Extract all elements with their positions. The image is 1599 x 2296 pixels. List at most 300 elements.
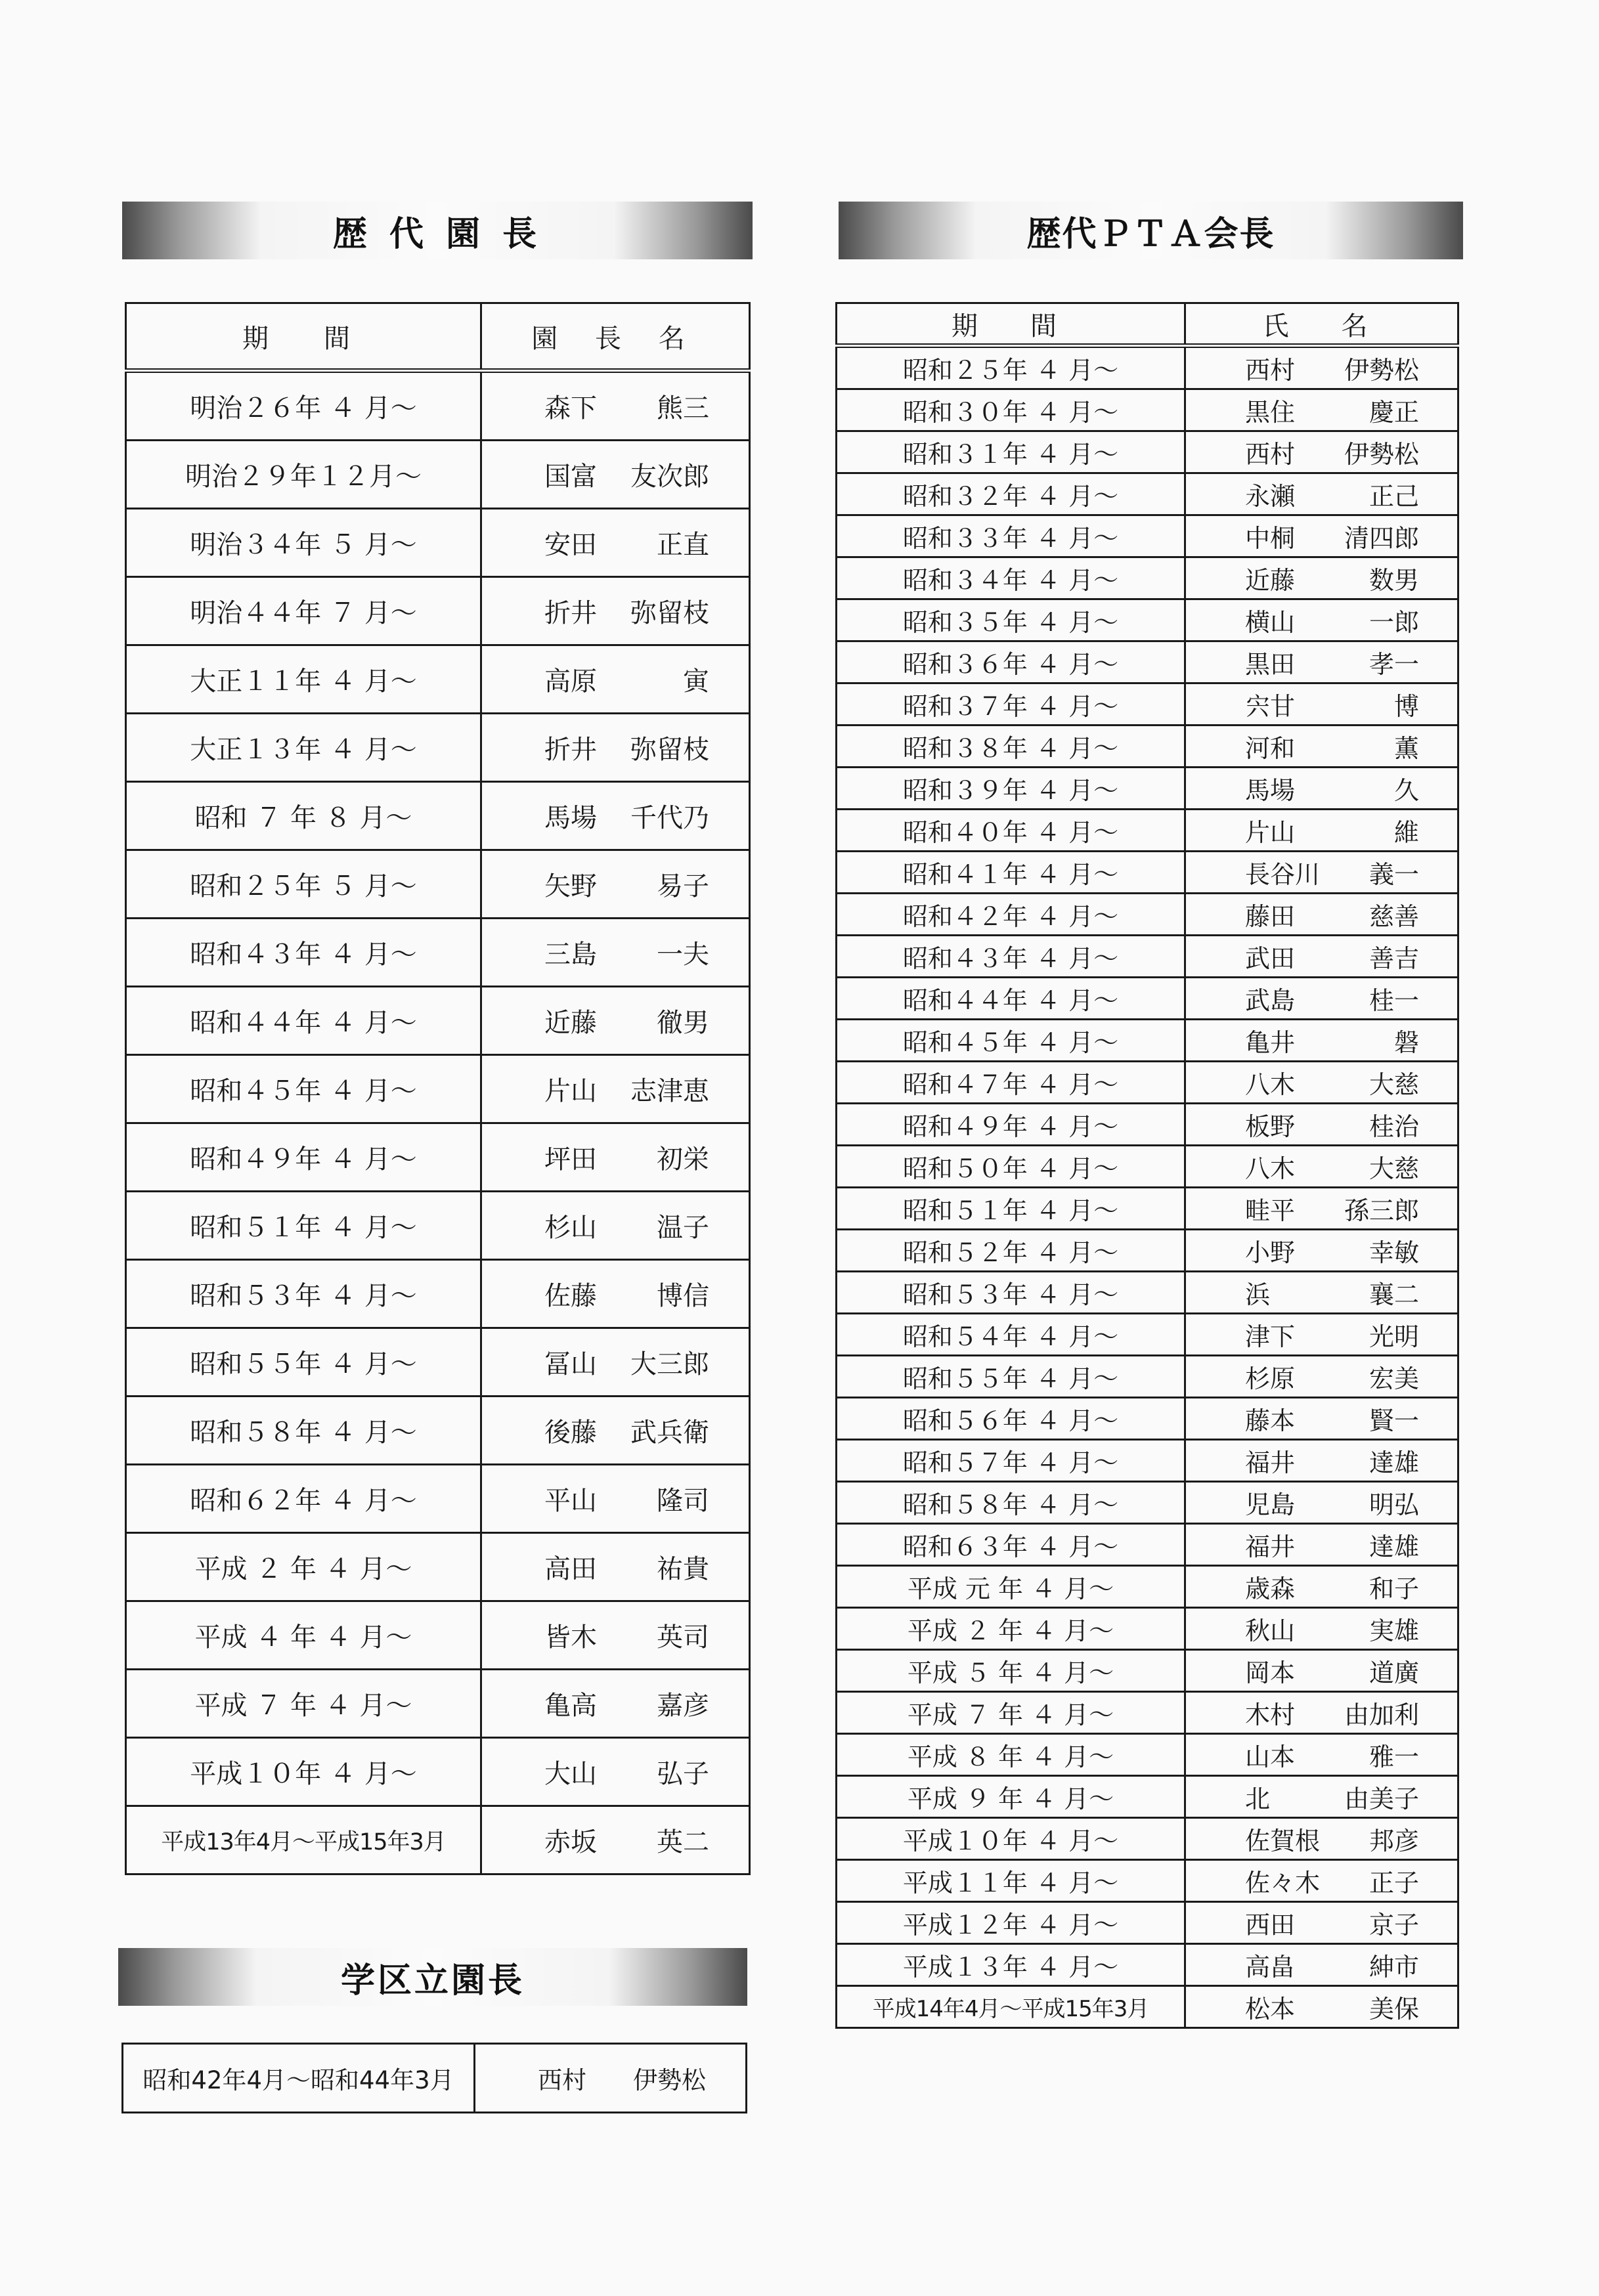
- period-cell: 平成 ９ 年 ４ 月～: [837, 1776, 1185, 1818]
- surname: 佐藤: [544, 1281, 597, 1311]
- name-cell: [1185, 1776, 1458, 1818]
- name-wrap: [1245, 1064, 1419, 1100]
- surname: 皆木: [544, 1622, 597, 1653]
- name-wrap: [544, 1138, 709, 1176]
- name-wrap: [1245, 770, 1419, 806]
- given-name: 弥留枝: [630, 598, 709, 628]
- name-cell: [481, 509, 750, 577]
- name-wrap: [1245, 434, 1419, 470]
- name-cell: [1185, 1566, 1458, 1608]
- name-wrap: [1245, 1905, 1419, 1941]
- table-row: [837, 1482, 1458, 1524]
- district-title-banner: [118, 1948, 747, 2006]
- surname: 八木: [1245, 1154, 1296, 1183]
- surname: 平山: [544, 1486, 597, 1516]
- given-name: 弘子: [657, 1759, 709, 1789]
- given-name: 正己: [1369, 482, 1419, 511]
- name-wrap: [544, 1753, 709, 1790]
- name-cell: [1185, 768, 1458, 810]
- name-wrap: [1245, 1527, 1419, 1563]
- surname: 近藤: [1245, 566, 1296, 595]
- name-wrap: [544, 1821, 709, 1859]
- name-wrap: [544, 661, 709, 698]
- name-cell: [1185, 894, 1458, 936]
- name-cell: [1185, 1818, 1458, 1860]
- surname: 馬場: [544, 803, 597, 833]
- table-row: [126, 1465, 750, 1533]
- name-wrap: [1245, 1484, 1419, 1521]
- principals-body: [126, 371, 750, 1874]
- name-wrap: [1245, 1358, 1419, 1395]
- name-wrap: [544, 1480, 709, 1517]
- period-cell: 明治２９年１２月～: [126, 441, 481, 509]
- surname: 黒住: [1245, 398, 1296, 427]
- period-cell: 昭和５８年 ４ 月～: [126, 1397, 481, 1465]
- table-row: [837, 641, 1458, 683]
- name-wrap: [1245, 1569, 1419, 1605]
- given-name: 由美子: [1344, 1785, 1419, 1813]
- period-cell: 平成 ８ 年 ４ 月～: [837, 1734, 1185, 1776]
- surname: 矢野: [544, 871, 597, 901]
- period-cell: 昭和３０年 ４ 月～: [837, 389, 1185, 431]
- period-cell: 昭和５７年 ４ 月～: [837, 1440, 1185, 1482]
- given-name: 達雄: [1369, 1532, 1419, 1561]
- given-name: 初栄: [657, 1144, 709, 1175]
- name-cell: [1185, 1356, 1458, 1398]
- table-row: [126, 987, 750, 1055]
- table-row: [837, 810, 1458, 852]
- name-cell: [1185, 599, 1458, 641]
- name-wrap: [1245, 644, 1419, 680]
- surname: 武田: [1245, 944, 1296, 973]
- surname: 歳森: [1245, 1574, 1296, 1603]
- table-row: [837, 1230, 1458, 1272]
- table-row: [126, 1397, 750, 1465]
- period-cell: 昭和３１年 ４ 月～: [837, 431, 1185, 473]
- period-cell: 昭和５５年 ４ 月～: [126, 1328, 481, 1397]
- name-wrap: [544, 729, 709, 766]
- name-wrap: [544, 1207, 709, 1244]
- period-cell: 平成 ４ 年 ４ 月～: [126, 1601, 481, 1670]
- name-wrap: [1245, 1737, 1419, 1773]
- surname: 高原: [544, 666, 597, 697]
- name-cell: [1185, 515, 1458, 557]
- given-name: 桂一: [1369, 986, 1419, 1015]
- name-cell: [1185, 1020, 1458, 1062]
- surname: 松本: [1245, 1995, 1296, 2024]
- period-cell: 大正１１年 ４ 月～: [126, 645, 481, 714]
- surname: 藤田: [1245, 902, 1296, 931]
- table-row: [837, 978, 1458, 1020]
- principals-title: 歴 代 園 長: [332, 214, 542, 254]
- name-cell: [1185, 852, 1458, 894]
- given-name: 桂治: [1369, 1112, 1419, 1141]
- name-cell: [481, 371, 750, 441]
- surname: 武島: [1245, 986, 1296, 1015]
- surname: 赤坂: [544, 1827, 597, 1857]
- name-wrap: [538, 2060, 706, 2096]
- district-title: 学区立園長: [340, 1960, 525, 2001]
- name-cell: [1185, 726, 1458, 768]
- period-cell: 明治２６年 ４ 月～: [126, 371, 481, 441]
- surname: 杉原: [1245, 1364, 1296, 1393]
- given-name: 寅: [683, 666, 709, 697]
- surname: 北: [1245, 1785, 1271, 1813]
- name-wrap: [1245, 1148, 1419, 1184]
- surname: 長谷川: [1245, 860, 1321, 889]
- name-wrap: [544, 797, 709, 834]
- name-wrap: [544, 1070, 709, 1108]
- given-name: 英司: [657, 1622, 709, 1653]
- period-cell: 平成 ７ 年 ４ 月～: [837, 1692, 1185, 1734]
- table-row: [126, 1055, 750, 1123]
- surname: 宍甘: [1245, 692, 1296, 721]
- surname: 秋山: [1245, 1616, 1296, 1645]
- name-cell: [481, 1738, 750, 1806]
- period-cell: 平成１０年 ４ 月～: [126, 1738, 481, 1806]
- surname: 福井: [1245, 1532, 1296, 1561]
- pta-title: 歴代ＰＴＡ会長: [1026, 214, 1275, 254]
- given-name: 祐貴: [657, 1554, 709, 1584]
- given-name: 一郎: [1369, 608, 1419, 637]
- period-cell: 平成１０年 ４ 月～: [837, 1818, 1185, 1860]
- surname: 大山: [544, 1759, 597, 1789]
- name-cell: [481, 1123, 750, 1192]
- given-name: 善吉: [1369, 944, 1419, 973]
- given-name: 孫三郎: [1344, 1196, 1419, 1225]
- period-cell: 大正１３年 ４ 月～: [126, 714, 481, 782]
- given-name: 正子: [1369, 1869, 1419, 1897]
- table-row: [126, 577, 750, 645]
- given-name: 由加利: [1344, 1700, 1419, 1729]
- surname: 西村: [1245, 356, 1296, 385]
- given-name: 襄二: [1369, 1280, 1419, 1309]
- name-cell: [1185, 936, 1458, 978]
- table-row: [837, 1146, 1458, 1188]
- name-cell: [1185, 810, 1458, 852]
- name-wrap: [1245, 1442, 1419, 1479]
- surname: 板野: [1245, 1112, 1296, 1141]
- name-wrap: [1245, 392, 1419, 428]
- name-wrap: [544, 1002, 709, 1039]
- period-cell: 昭和５１年 ４ 月～: [126, 1192, 481, 1260]
- given-name: 久: [1393, 776, 1419, 805]
- period-cell: 昭和42年4月～昭和44年3月: [123, 2044, 475, 2113]
- period-cell: 平成13年4月～平成15年3月: [126, 1806, 481, 1874]
- period-cell: 昭和４９年 ４ 月～: [126, 1123, 481, 1192]
- table-row: [126, 714, 750, 782]
- period-cell: 明治３４年 ５ 月～: [126, 509, 481, 577]
- name-cell: [1185, 1860, 1458, 1902]
- name-wrap: [544, 524, 709, 561]
- given-name: 弥留枝: [630, 735, 709, 765]
- name-cell: [481, 714, 750, 782]
- table-row: [837, 515, 1458, 557]
- name-cell: [1185, 683, 1458, 726]
- given-name: 一夫: [657, 940, 709, 970]
- surname: 坪田: [544, 1144, 597, 1175]
- name-wrap: [1245, 1106, 1419, 1142]
- table-row: [837, 1818, 1458, 1860]
- table-row: [837, 1692, 1458, 1734]
- table-row: [126, 1328, 750, 1397]
- period-cell: 昭和３７年 ４ 月～: [837, 683, 1185, 726]
- period-cell: 昭和４３年 ４ 月～: [126, 919, 481, 987]
- surname: 山本: [1245, 1743, 1296, 1771]
- table-row: [123, 2044, 747, 2113]
- table-row: [837, 1650, 1458, 1692]
- name-cell: [1185, 1902, 1458, 1944]
- given-name: 孝一: [1369, 650, 1419, 679]
- name-column-header: 園 長 名: [481, 303, 750, 371]
- period-cell: 昭和３２年 ４ 月～: [837, 473, 1185, 515]
- given-name: 慈善: [1369, 902, 1419, 931]
- surname: 西村: [538, 2066, 586, 2094]
- name-cell: [1185, 1986, 1458, 2028]
- table-row: [837, 1314, 1458, 1356]
- name-cell: [1185, 1230, 1458, 1272]
- surname: 岡本: [1245, 1658, 1296, 1687]
- surname: 児島: [1245, 1490, 1296, 1519]
- table-row: [837, 1734, 1458, 1776]
- name-wrap: [1245, 518, 1419, 554]
- given-name: 京子: [1369, 1911, 1419, 1939]
- given-name: 千代乃: [630, 803, 709, 833]
- given-name: 正直: [657, 530, 709, 560]
- name-cell: [481, 645, 750, 714]
- given-name: 友次郎: [630, 462, 709, 492]
- table-row: [837, 346, 1458, 389]
- surname: 横山: [1245, 608, 1296, 637]
- name-wrap: [1245, 980, 1419, 1016]
- surname: 片山: [1245, 818, 1296, 847]
- given-name: 大慈: [1369, 1154, 1419, 1183]
- given-name: 道廣: [1369, 1658, 1419, 1687]
- name-wrap: [1245, 896, 1419, 932]
- period-cell: 昭和４７年 ４ 月～: [837, 1062, 1185, 1104]
- table-row: [126, 782, 750, 850]
- given-name: 大三郎: [630, 1349, 709, 1379]
- table-row: [126, 850, 750, 919]
- given-name: 賢一: [1369, 1406, 1419, 1435]
- district-table: [121, 2043, 747, 2113]
- name-cell: [481, 577, 750, 645]
- name-cell: [1185, 1692, 1458, 1734]
- surname: 永瀬: [1245, 482, 1296, 511]
- pta-title-banner: [839, 202, 1463, 259]
- table-row: [837, 1608, 1458, 1650]
- surname: 佐賀根: [1245, 1827, 1321, 1855]
- surname: 亀井: [1245, 1028, 1296, 1057]
- surname: 三島: [544, 940, 597, 970]
- table-row: [837, 683, 1458, 726]
- table-row: [837, 852, 1458, 894]
- given-name: 義一: [1369, 860, 1419, 889]
- surname: 安田: [544, 530, 597, 560]
- pta-table: [835, 302, 1459, 2029]
- surname: 亀高: [544, 1691, 597, 1721]
- surname: 小野: [1245, 1238, 1296, 1267]
- surname: 畦平: [1245, 1196, 1296, 1225]
- name-cell: [481, 1260, 750, 1328]
- given-name: 博: [1393, 692, 1419, 721]
- name-cell: [475, 2044, 747, 2113]
- given-name: 伊勢松: [1344, 356, 1419, 385]
- surname: 河和: [1245, 734, 1296, 763]
- given-name: 明弘: [1369, 1490, 1419, 1519]
- given-name: 雅一: [1369, 1743, 1419, 1771]
- period-cell: 平成 ５ 年 ４ 月～: [837, 1650, 1185, 1692]
- table-row: [126, 1123, 750, 1192]
- given-name: 邦彦: [1369, 1827, 1419, 1855]
- surname: 片山: [544, 1076, 597, 1106]
- table-row: [126, 1738, 750, 1806]
- table-row: [837, 1356, 1458, 1398]
- period-cell: 昭和５０年 ４ 月～: [837, 1146, 1185, 1188]
- table-row: [126, 645, 750, 714]
- name-wrap: [1245, 1611, 1419, 1647]
- given-name: 和子: [1369, 1574, 1419, 1603]
- table-row: [126, 1260, 750, 1328]
- table-row: [837, 473, 1458, 515]
- table-row: [837, 1440, 1458, 1482]
- name-wrap: [1245, 938, 1419, 974]
- name-cell: [1185, 1104, 1458, 1146]
- period-cell: 昭和２５年 ４ 月～: [837, 346, 1185, 389]
- table-row: [126, 1670, 750, 1738]
- name-cell: [481, 987, 750, 1055]
- period-cell: 昭和５３年 ４ 月～: [126, 1260, 481, 1328]
- given-name: 幸敏: [1369, 1238, 1419, 1267]
- period-cell: 昭和５４年 ４ 月～: [837, 1314, 1185, 1356]
- table-row: [126, 1533, 750, 1601]
- name-wrap: [544, 865, 709, 903]
- surname: 佐々木: [1245, 1869, 1321, 1897]
- surname: 西田: [1245, 1911, 1296, 1939]
- name-cell: [1185, 1440, 1458, 1482]
- period-cell: 平成14年4月～平成15年3月: [837, 1986, 1185, 2028]
- name-wrap: [1245, 476, 1419, 512]
- name-wrap: [1245, 1022, 1419, 1058]
- period-column-header: 期 間: [126, 303, 481, 371]
- period-cell: 昭和３５年 ４ 月～: [837, 599, 1185, 641]
- name-cell: [1185, 1146, 1458, 1188]
- name-cell: [1185, 1608, 1458, 1650]
- period-cell: 明治４４年 ７ 月～: [126, 577, 481, 645]
- principals-header-row: [126, 303, 750, 371]
- name-cell: [481, 782, 750, 850]
- given-name: 紳市: [1369, 1953, 1419, 1982]
- period-cell: 平成 ２ 年 ４ 月～: [837, 1608, 1185, 1650]
- table-row: [837, 726, 1458, 768]
- period-cell: 昭和４４年 ４ 月～: [837, 978, 1185, 1020]
- name-wrap: [1245, 1821, 1419, 1857]
- name-cell: [1185, 1398, 1458, 1440]
- name-wrap: [1245, 1779, 1419, 1815]
- given-name: 隆司: [657, 1486, 709, 1516]
- table-row: [837, 1062, 1458, 1104]
- given-name: 易子: [657, 871, 709, 901]
- table-row: [126, 1806, 750, 1874]
- surname: 折井: [544, 735, 597, 765]
- period-cell: 昭和６２年 ４ 月～: [126, 1465, 481, 1533]
- period-cell: 昭和 ７ 年 ８ 月～: [126, 782, 481, 850]
- period-cell: 昭和４５年 ４ 月～: [837, 1020, 1185, 1062]
- name-wrap: [1245, 1316, 1419, 1353]
- table-row: [837, 1020, 1458, 1062]
- period-cell: 昭和３９年 ４ 月～: [837, 768, 1185, 810]
- table-row: [837, 1104, 1458, 1146]
- table-row: [837, 1566, 1458, 1608]
- principals-table: [125, 302, 751, 1875]
- surname: 森下: [544, 393, 597, 423]
- name-cell: [1185, 1272, 1458, 1314]
- surname: 後藤: [544, 1418, 597, 1448]
- name-cell: [481, 1806, 750, 1874]
- table-row: [126, 441, 750, 509]
- name-wrap: [1245, 686, 1419, 722]
- table-row: [837, 431, 1458, 473]
- name-cell: [481, 1328, 750, 1397]
- period-cell: 昭和２５年 ５ 月～: [126, 850, 481, 919]
- surname: 高田: [544, 1554, 597, 1584]
- name-wrap: [544, 1275, 709, 1312]
- period-cell: 昭和５５年 ４ 月～: [837, 1356, 1185, 1398]
- period-cell: 昭和４０年 ４ 月～: [837, 810, 1185, 852]
- name-cell: [481, 1670, 750, 1738]
- name-column-header: 氏 名: [1185, 303, 1458, 346]
- name-wrap: [1245, 560, 1419, 596]
- given-name: 光明: [1369, 1322, 1419, 1351]
- period-cell: 平成１３年 ４ 月～: [837, 1944, 1185, 1986]
- period-cell: 昭和４１年 ４ 月～: [837, 852, 1185, 894]
- name-wrap: [544, 592, 709, 630]
- surname: 冨山: [544, 1349, 597, 1379]
- name-wrap: [1245, 1190, 1419, 1226]
- table-row: [837, 599, 1458, 641]
- name-cell: [1185, 978, 1458, 1020]
- pta-header-row: [837, 303, 1458, 346]
- table-row: [126, 371, 750, 441]
- name-cell: [1185, 1524, 1458, 1566]
- period-cell: 昭和４３年 ４ 月～: [837, 936, 1185, 978]
- name-cell: [1185, 1062, 1458, 1104]
- table-row: [126, 509, 750, 577]
- name-cell: [481, 441, 750, 509]
- name-wrap: [1245, 1400, 1419, 1437]
- name-wrap: [1245, 1695, 1419, 1731]
- name-wrap: [1245, 1947, 1419, 1983]
- name-cell: [481, 1465, 750, 1533]
- name-cell: [1185, 1314, 1458, 1356]
- table-row: [837, 768, 1458, 810]
- period-cell: 昭和３６年 ４ 月～: [837, 641, 1185, 683]
- surname: 浜: [1245, 1280, 1271, 1309]
- period-cell: 昭和５３年 ４ 月～: [837, 1272, 1185, 1314]
- name-cell: [1185, 1482, 1458, 1524]
- name-cell: [481, 1055, 750, 1123]
- name-wrap: [1245, 602, 1419, 638]
- given-name: 熊三: [657, 393, 709, 423]
- name-wrap: [544, 934, 709, 971]
- period-cell: 昭和３４年 ４ 月～: [837, 557, 1185, 599]
- name-cell: [1185, 1650, 1458, 1692]
- period-cell: 昭和４９年 ４ 月～: [837, 1104, 1185, 1146]
- period-cell: 昭和４５年 ４ 月～: [126, 1055, 481, 1123]
- period-cell: 平成１２年 ４ 月～: [837, 1902, 1185, 1944]
- period-cell: 昭和５２年 ４ 月～: [837, 1230, 1185, 1272]
- table-row: [837, 1860, 1458, 1902]
